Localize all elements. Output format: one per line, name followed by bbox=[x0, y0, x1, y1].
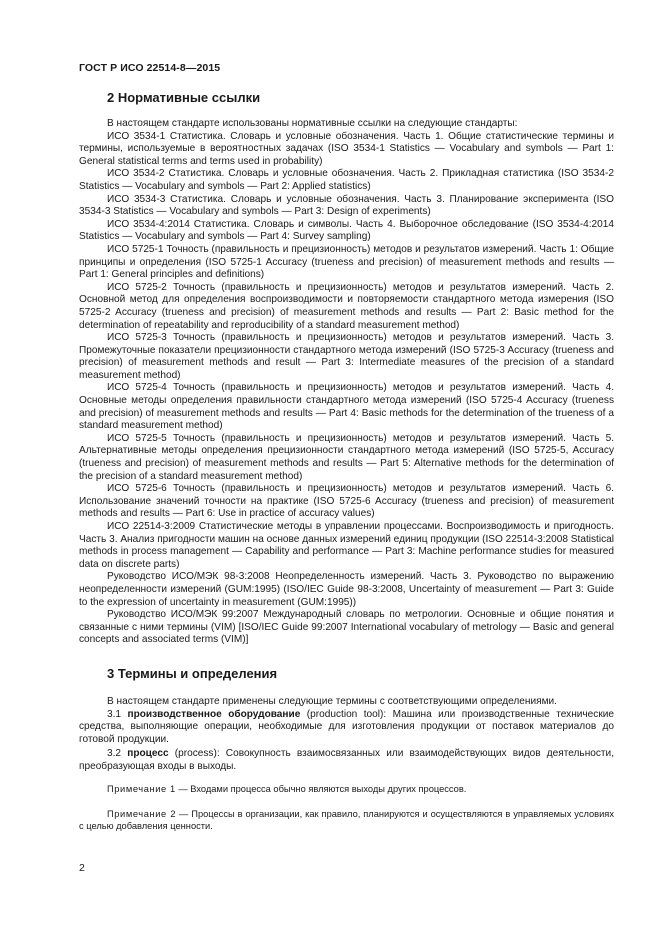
note-label: Примечание 2 bbox=[107, 809, 177, 819]
section-3-body bbox=[79, 696, 614, 774]
term-number: 3.2 bbox=[107, 748, 122, 760]
reference-item: ИСО 5725-6 Точность (правильность и прецизионность) методов и результатов измерений. Часть 6. Использование значений точности на практике (ISO 5725-6 Accuracy (trueness and precision) of measurement methods and results — Part 6: Use in practice of accuracy values) bbox=[79, 483, 614, 520]
section-2-body bbox=[79, 118, 614, 647]
note-text: — Входами процесса обычно являются выходы других процессов. bbox=[175, 784, 467, 794]
note-2 bbox=[79, 808, 614, 832]
reference-item: ИСО 5725-4 Точность (правильность и прецизионность) методов и результатов измерений. Часть 4. Основные методы определения правильности стандартного метода измерений (ISO 5725-4 Accuracy (trueness and precision) of measurement methods and results — Part 4: Basic methods for the determination of the trueness of a standard measurement method) bbox=[79, 382, 614, 432]
reference-item: ИСО 3534-4:2014 Статистика. Словарь и символы. Часть 4. Выборочное обследование (ISO 3534-4:2014 Statistics — Vocabulary and symbols — Part 4: Survey sampling) bbox=[79, 218, 614, 243]
reference-item: ИСО 5725-1 Точность (правильность и прецизионность) методов и результатов измерений. Часть 1: Общие принципы и определения (ISO 5725-1 Accuracy (trueness and precision) of measurement methods and results — Part 1: General principles and definitions) bbox=[79, 243, 614, 281]
term-name: производственное оборудование bbox=[127, 708, 301, 720]
reference-item: ИСО 22514-3:2009 Статистические методы в управлении процессами. Воспроизводимость и пригодность. Часть 3. Анализ пригодности машин на основе данных измерений единиц продукции (ISO 22514-3:2008 Statistical methods in process management — Capability and performance — Part 3: Machine performance studies for measured data on discrete parts) bbox=[79, 521, 614, 570]
reference-item: ИСО 5725-3 Точность (правильность и прецизионность) методов и результатов измерений. Часть 3. Промежуточные показатели прецизионности стандартного метода измерений (ISO 5725-3 Accuracy (trueness and precision) of measurement methods and result — Part 3: Intermediate measures of the precision of a standard measurement method) bbox=[79, 332, 614, 381]
reference-item: ИСО 3534-2 Статистика. Словарь и условные обозначения. Часть 2. Прикладная статистика (ISO 3534-2 Statistics — Vocabulary and symbols — Part 2: Applied statistics) bbox=[79, 168, 614, 192]
section-2-title: 2 Нормативные ссылки bbox=[107, 90, 261, 105]
note-text: — Процессы в организации, как правило, планируются и осуществляются в управляемых условиях с целью добавления ценности. bbox=[79, 809, 614, 831]
reference-item: ИСО 5725-5 Точность (правильность и прецизионность) методов и результатов измерений. Часть 5. Альтернативные методы определения прецизионности стандартного метода измерений (ISO 5725-5, Accuracy (trueness and precision) of measurement methods and results — Part 5: Alternative methods for the determination of the precision of a standard measurement method) bbox=[79, 432, 614, 482]
reference-item: ИСО 3534-1 Статистика. Словарь и условные обозначения. Часть 1. Общие статистические термины и термины, используемые в вероятностных задачах (ISO 3534-1 Statistics — Vocabulary and symbols — Part 1: General statistical terms and terms used in probability) bbox=[79, 130, 614, 167]
term-name: процесс bbox=[127, 748, 169, 760]
term-definition: (production tool): Машина или производственные технические средства, выполняющие операции, необходимые для изготовления продукции от поставок материалов до готовой продукции. bbox=[79, 708, 614, 745]
reference-item: Руководство ИСО/МЭК 99:2007 Международный словарь по метрологии. Основные и общие понятия и связанные с ними термины (VIM) [ISO/IEC Guide 99:2007 International vocabulary of metrology — Basic and general concepts and associated terms (VIM)] bbox=[79, 609, 614, 646]
reference-item: ИСО 5725-2 Точность (правильность и прецизионность) методов и результатов измерений. Часть 2. Основной метод для определения воспроизводимости и повторяемости стандартного метода измерения (ISO 5725-2 Accuracy (trueness and precision) of measurement methods and results — Part 2: Basic method for the determination of repeatability and reproducibility of a standard measurement method) bbox=[79, 281, 614, 331]
section-3-intro: В настоящем стандарте применены следующие термины с соответствующими определениями. bbox=[107, 696, 557, 707]
term-3-1 bbox=[79, 709, 614, 747]
reference-item: ИСО 3534-3 Статистика. Словарь и условные обозначения. Часть 3. Планирование эксперимента (ISO 3534-3 Statistics — Vocabulary and symbols — Part 3: Design of experiments) bbox=[79, 193, 614, 218]
note-1 bbox=[79, 783, 614, 795]
document-header: ГОСТ Р ИСО 22514-8—2015 bbox=[79, 62, 221, 74]
section-3-title: 3 Термины и определения bbox=[107, 666, 278, 681]
section-2-intro: В настоящем стандарте использованы нормативные ссылки на следующие стандарты: bbox=[107, 118, 518, 129]
reference-item: Руководство ИСО/МЭК 98-3:2008 Неопределенность измерений. Часть 3. Руководство по выражению неопределенности измерений (GUM:1995) (ISO/IEC Guide 98-3:2008, Uncertainty of measurement — Part 3: Guide to the expression of uncertainty in measurement (GUM:1995)) bbox=[79, 571, 614, 608]
page-number: 2 bbox=[79, 862, 85, 874]
term-definition: (process): Совокупность взаимосвязанных или взаимодействующих видов деятельности, преобразующая входы в выходы. bbox=[79, 748, 614, 772]
term-3-2 bbox=[79, 748, 614, 773]
note-label: Примечание 1 bbox=[107, 784, 176, 794]
term-number: 3.1 bbox=[107, 708, 122, 720]
